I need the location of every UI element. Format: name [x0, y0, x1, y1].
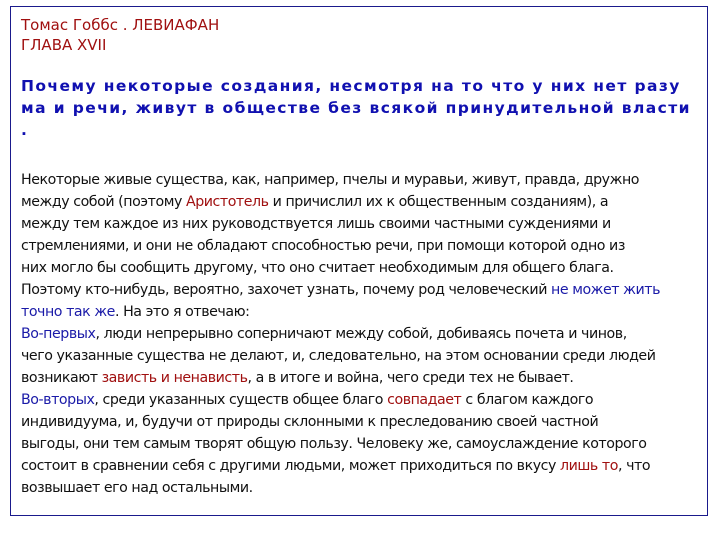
text-run: . На это я отвечаю:: [114, 304, 250, 320]
text-run: между тем каждое из них руководствуется лишь своими частными суждениями и: [21, 216, 611, 232]
body-line: [21, 191, 697, 213]
text-run: , среди указанных существ общее благо: [94, 392, 388, 408]
body-line: [21, 433, 697, 455]
body-line: [21, 455, 697, 477]
text-run: Некоторые живые существа, как, например, пчелы и муравьи, живут, правда, дружно: [21, 172, 640, 188]
body-line: [21, 257, 697, 279]
text-run: Поэтому кто-нибудь, вероятно, захочет узнать, почему род человеческий: [21, 282, 552, 298]
chapter-heading: ГЛАВА XVII: [21, 36, 107, 54]
body-line: [21, 169, 697, 191]
body-line: [21, 345, 697, 367]
book-title: Томас Гоббс . ЛЕВИАФАН: [21, 16, 220, 34]
highlight-same-way: точно так же: [21, 304, 115, 320]
highlight-envy-hatred: зависть и ненависть: [101, 370, 248, 386]
text-run: чего указанные существа не делают, и, следовательно, на этом основании среди людей: [21, 348, 656, 364]
text-run: состоит в сравнении себя с другими людьми, может приходиться по вкусу: [21, 458, 561, 474]
text-run: возникают: [21, 370, 102, 386]
text-run: , люди непрерывно соперничают между собой, добиваясь почета и чинов,: [95, 326, 627, 342]
body-line: [21, 477, 697, 499]
spacer: [21, 141, 697, 169]
highlight-only-that: лишь то: [560, 458, 618, 474]
body-line: [21, 279, 697, 301]
highlight-aristotle: Аристотель: [185, 194, 269, 210]
text-frame: [10, 6, 708, 516]
body-line: [21, 301, 697, 323]
body-line: [21, 367, 697, 389]
question-line-1: Почему некоторые создания, несмотря на то что у них нет разу: [21, 77, 681, 95]
body-line: [21, 411, 697, 433]
body-line: [21, 213, 697, 235]
text-run: с благом каждого: [461, 392, 594, 408]
text-run: них могло бы сообщить другому, что оно считает необходимым для общего блага.: [21, 260, 614, 276]
highlight-cannot-live: не может жить: [551, 282, 660, 298]
body-line: [21, 323, 697, 345]
question-line-2: ма и речи, живут в обществе без всякой принудительной власти: [21, 99, 691, 117]
text-run: , что: [617, 458, 651, 474]
highlight-coincides: совпадает: [387, 392, 462, 408]
text-run: выгоды, они тем самым творят общую пользу. Человеку же, самоуслаждение которого: [21, 436, 647, 452]
body-paragraph: [21, 169, 697, 499]
text-run: возвышает его над остальными.: [21, 480, 253, 496]
highlight-firstly: Во-первых: [21, 326, 96, 342]
question-line-3: .: [21, 121, 29, 139]
text-run: и причислил их к общественным созданиям), а: [268, 194, 609, 210]
spacer: [21, 55, 697, 75]
text-run: индивидуума, и, будучи от природы склонными к преследованию своей частной: [21, 414, 599, 430]
text-run: между собой (поэтому: [21, 194, 186, 210]
body-line: [21, 389, 697, 411]
text-run: , а в итоге и война, чего среди тех не бывает.: [247, 370, 574, 386]
text-run: стремлениями, и они не обладают способностью речи, при помощи которой одно из: [21, 238, 625, 254]
highlight-secondly: Во-вторых: [21, 392, 95, 408]
body-line: [21, 235, 697, 257]
